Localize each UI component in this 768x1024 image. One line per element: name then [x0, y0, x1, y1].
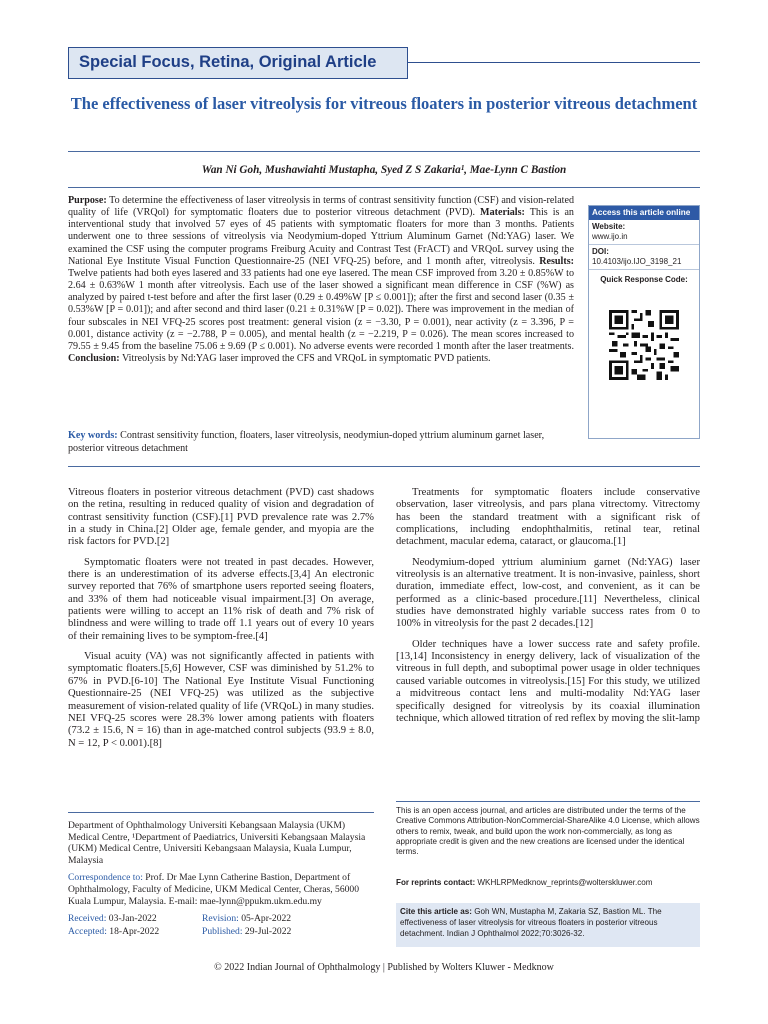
doi-link[interactable]: 10.4103/ijo.IJO_3198_21	[592, 257, 682, 266]
results-text: Twelve patients had both eyes lasered and 33 patients had one eye lasered. The mean CSF improved from 3.20 ± 0.85%W to 2.64 ± 0.63%W 1 month after vitreolysis. Each use of the laser showed a significant mean difference in CSF (%W) as analyzed by paired t-test before and after the first laser (0.29 ± 0.49%W [P ≤ 0.001]); after the first and second laser (0.35 ± 0.53%W [P = 0.01]); and after second and third laser (0.21 ± 0.31%W [P = 0.02]). There was improvement in the median of four subscales in NEI VFQ-25 scores post treatment: general vision (z = −3.30, P = 0.001), near activity (z = 3.396, P = 0.001, distance activity (z = −2.788, P = 0.005), and mental health (z = −2.219, P = 0.026). The mean scores increased to 79.55 ± 9.45 from the baseline 75.06 ± 9.69 (P ≤ 0.001). No adverse events were recorded 1 month after the laser treatments.	[68, 267, 574, 352]
published-date	[202, 926, 374, 938]
keywords-rule	[68, 466, 700, 467]
article-title: The effectiveness of laser vitreolysis for vitreous floaters in posterior vitreous detachment	[70, 94, 698, 113]
paragraph: Vitreous floaters in posterior vitreous detachment (PVD) cast shadows on the retina, resulting in reduced quality of vision and degradation of contrast sensitivity function (CSF).[1] PVD prevalence rate was 2.7% in a study in China.[2] Older age, female gender, and myopia are the risk factors for PVD.[2]	[68, 487, 374, 548]
reprints-label: For reprints contact:	[396, 878, 476, 887]
paragraph: Neodymium-doped yttrium aluminium garnet (Nd:YAG) laser vitreolysis is an alternative treatment. It is non-invasive, painless, short duration, immediate effect, low-cost, and convenient, as it can be performed as a clinic-based procedure.[11] Nevertheless, clinical studies have demonstrated highly variable success rates from 0 to 100% in vitreolysis for the past 2 decades.[12]	[396, 556, 700, 630]
correspondence-label: Correspondence to:	[68, 872, 143, 884]
cite-label: Cite this article as:	[400, 907, 472, 916]
received-date	[68, 913, 202, 925]
body-left-column	[68, 487, 374, 758]
license-notice: This is an open access journal, and articles are distributed under the terms of the Creative Commons Attribution-NonCommercial-ShareAlike 4.0 License, which allows others to remix, tweak, and build upon the work non-commercially, as long as appropriate credit is given and the new creations are licensed under the identical terms.	[396, 806, 700, 857]
citation-box	[396, 903, 700, 947]
doi-row	[589, 245, 699, 270]
purpose-text: To determine the effectiveness of laser vitreolysis in terms of contrast sensitivity function (CSF) and vision-related quality of life (VRQol) for symptomatic floaters due to posterior vitreous detachment (PVD).	[68, 195, 575, 219]
reprints-contact	[396, 878, 700, 887]
title-rule	[68, 151, 700, 152]
materials-label: Materials:	[480, 207, 525, 219]
website-label: Website:	[592, 222, 626, 231]
revision-label: Revision:	[202, 913, 239, 925]
affiliation-rule	[68, 812, 374, 813]
license-rule	[396, 801, 700, 802]
access-online-header: Access this article online	[589, 206, 699, 220]
revision-date	[202, 913, 374, 925]
paragraph: Treatments for symptomatic floaters include conservative observation, laser vitreolysis, and pars plana vitrectomy. Vitrectomy has been the standard treatment with a significant risk of complications, including endophthalmitis, retinal tear, retinal detachment, macular edema, cataract, or glaucoma.[1]	[396, 487, 700, 548]
received-label: Received:	[68, 913, 107, 925]
access-online-box	[588, 205, 700, 439]
correspondence-text: Prof. Dr Mae Lynn Catherine Bastion, Department of Ophthalmology, Faculty of Medicine, UKM Medical Center, Cheras, 56000 Kuala Lumpur, Malaysia. E-mail: mae-lynn@ppukm.ukm.edu.my	[68, 872, 360, 907]
body-right-column	[396, 487, 700, 733]
doi-label: DOI:	[592, 247, 609, 256]
author-list: Wan Ni Goh, Mushawiahti Mustapha, Syed Z S Zakaria¹, Mae-Lynn C Bastion	[201, 164, 567, 176]
paragraph: Symptomatic floaters were not treated in past decades. However, there is an underestimation of its adverse effects.[3,4] An electronic survey reported that 76% of smartphone users reported seeing floaters, and 33% of them had noticeable visual impairment.[3] On average, patients were willing to accept an 11% risk of death and 7% risk of blindness and were willing to trade off 1.1 years out of every 10 years of their remaining lives to be symptom-free.[4]	[68, 556, 374, 642]
paragraph: Older techniques have a lower success rate and safety profile.[13,14] Inconsistency in energy delivery, lack of visualization of the vitreous in full depth, and suboptimal power usage in older techniques caused variable outcomes in vitreolysis.[15] For this study, we utilized a midvitreous contact lens and multi-modality Nd:YAG laser specifically designed for vitreolysis by its coaxial illumination technique, which allowed titration of red reflex by moving the slit-lamp	[396, 638, 700, 724]
cite-text: Goh WN, Mustapha M, Zakaria SZ, Bastion ML. The effectiveness of laser vitreolysis for vitreous floaters in posterior vitreous detachment. Indian J Ophthalmol 2022;70:3026-32.	[400, 907, 662, 938]
article-dates	[68, 913, 374, 937]
received-value: 03-Jan-2022	[108, 913, 157, 925]
article-type-label: Special Focus, Retina, Original Article	[79, 53, 377, 71]
page-footer: © 2022 Indian Journal of Ophthalmology | Published by Wolters Kluwer - Medknow	[214, 962, 554, 973]
qr-code-icon[interactable]	[609, 310, 679, 380]
paragraph: Visual acuity (VA) was not significantly affected in patients with symptomatic floaters.[5,6] However, CSF was diminished by 51.2% to 67% in PVD.[6-10] The National Eye Institute Visual Functioning Questionnaire-25 (NEI VFQ-25) was utilized as the subjective measurement of vision-related quality of life (VRQoL) in many studies. NEI VFQ-25 scores were 28.3% lower among patients with floaters (73.2 ± 15.6, N = 16) than in age-matched control subjects (93.9 ± 8.0, N = 12, P < 0.001).[8]	[68, 651, 374, 749]
results-label: Results:	[539, 255, 574, 267]
abstract	[68, 195, 574, 365]
keywords	[68, 430, 574, 455]
published-label: Published:	[202, 925, 243, 937]
keywords-label: Key words:	[68, 430, 118, 441]
banner-rule	[408, 62, 700, 63]
correspondence	[68, 872, 374, 907]
reprints-email[interactable]: WKHLRPMedknow_reprints@wolterskluwer.com	[477, 878, 653, 887]
conclusion-text: Vitreolysis by Nd:YAG laser improved the CFS and VRQoL in symptomatic PVD patients.	[121, 353, 491, 365]
conclusion-label: Conclusion:	[68, 353, 120, 365]
authors-rule	[68, 187, 700, 188]
website-link[interactable]: www.ijo.in	[592, 232, 628, 241]
published-value: 29-Jul-2022	[244, 925, 292, 937]
accepted-label: Accepted:	[68, 925, 107, 937]
accepted-value: 18-Apr-2022	[109, 925, 160, 937]
accepted-date	[68, 926, 202, 938]
department-affiliation: Department of Ophthalmology Universiti Kebangsaan Malaysia (UKM) Medical Centre, ¹Department of Paediatrics, Universiti Kebangsaan Malaysia (UKM) Medical Centre, Universiti Kebangsaan Malaysia, Kuala Lumpur, Malaysia	[68, 820, 366, 866]
qr-code-label: Quick Response Code:	[600, 275, 688, 284]
revision-value: 05-Apr-2022	[241, 913, 292, 925]
article-type-banner	[68, 47, 408, 79]
materials-text: This is an interventional study that involved 57 eyes of 45 patients with symptomatic floaters for more than 3 months. Patients underwent one to three sessions of vitreolysis via Neodymium-doped Yttrium Aluminum Garnet (Nd:YAG) laser. We examined the CSF using the computer programs Freiburg Acuity and Contrast Test (FrACT) and VRQoL survey using the National Eye Institute Visual Function Questionnaire-25 (NEI VFQ-25) before, and 1 month after, vitreolysis.	[68, 207, 574, 267]
purpose-label: Purpose:	[68, 195, 107, 206]
keywords-text: Contrast sensitivity function, floaters, laser vitreolysis, neodymiun-doped yttrium aluminum garnet laser, posterior vitreous detachment	[68, 430, 545, 454]
affiliation-block	[68, 820, 374, 937]
website-row	[589, 220, 699, 245]
